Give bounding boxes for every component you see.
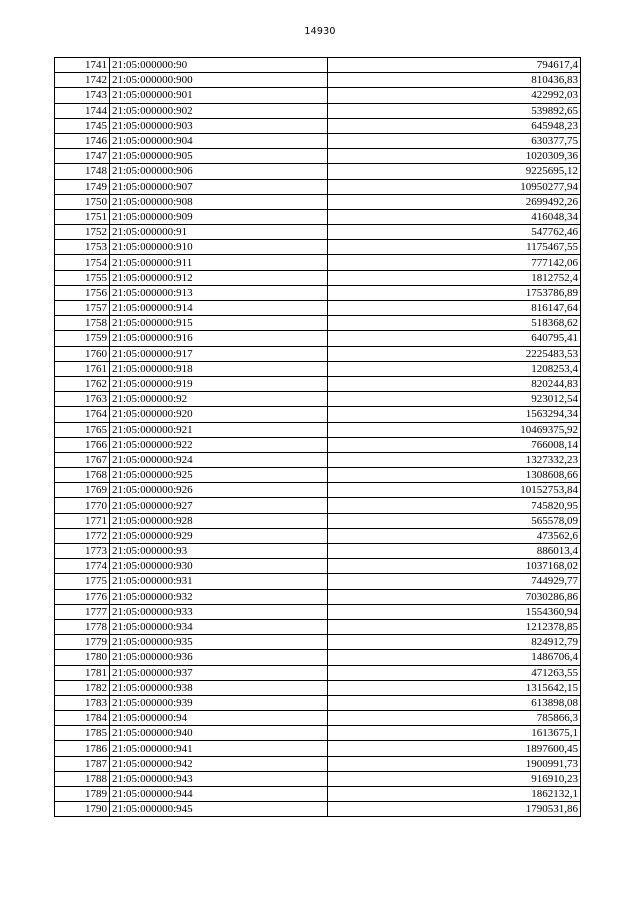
table-row xyxy=(55,422,581,437)
row-number-cell: 1763 xyxy=(55,392,110,407)
row-number-cell: 1765 xyxy=(55,422,110,437)
cadastral-value-cell: 10950277,94 xyxy=(328,179,581,194)
cadastral-value-cell: 785866,3 xyxy=(328,711,581,726)
table-row xyxy=(55,225,581,240)
cadastral-value-cell: 630377,75 xyxy=(328,133,581,148)
table-row xyxy=(55,680,581,695)
row-number-cell: 1756 xyxy=(55,285,110,300)
cadastral-value-cell: 923012,54 xyxy=(328,392,581,407)
cadastral-number-cell: 21:05:000000:909 xyxy=(110,209,328,224)
row-number-cell: 1755 xyxy=(55,270,110,285)
table-row xyxy=(55,468,581,483)
cadastral-value-cell: 2225483,53 xyxy=(328,346,581,361)
table-row xyxy=(55,301,581,316)
row-number-cell: 1772 xyxy=(55,528,110,543)
table-row xyxy=(55,741,581,756)
cadastral-value-cell: 1554360,94 xyxy=(328,604,581,619)
cadastral-number-cell: 21:05:000000:945 xyxy=(110,802,328,817)
cadastral-value-cell: 824912,79 xyxy=(328,635,581,650)
cadastral-value-cell: 1563294,34 xyxy=(328,407,581,422)
cadastral-value-cell: 416048,34 xyxy=(328,209,581,224)
row-number-cell: 1787 xyxy=(55,756,110,771)
cadastral-value-cell: 1753786,89 xyxy=(328,285,581,300)
table-row xyxy=(55,756,581,771)
cadastral-number-cell: 21:05:000000:915 xyxy=(110,316,328,331)
cadastral-number-cell: 21:05:000000:907 xyxy=(110,179,328,194)
row-number-cell: 1757 xyxy=(55,301,110,316)
cadastral-value-cell: 9225695,12 xyxy=(328,164,581,179)
cadastral-value-cell: 645948,23 xyxy=(328,118,581,133)
cadastral-value-cell: 422992,03 xyxy=(328,88,581,103)
row-number-cell: 1773 xyxy=(55,544,110,559)
row-number-cell: 1767 xyxy=(55,452,110,467)
table-row xyxy=(55,513,581,528)
table-row xyxy=(55,270,581,285)
cadastral-value-cell: 916910,23 xyxy=(328,771,581,786)
row-number-cell: 1766 xyxy=(55,437,110,452)
row-number-cell: 1784 xyxy=(55,711,110,726)
row-number-cell: 1752 xyxy=(55,225,110,240)
cadastral-value-cell: 766008,14 xyxy=(328,437,581,452)
row-number-cell: 1785 xyxy=(55,726,110,741)
cadastral-number-cell: 21:05:000000:905 xyxy=(110,149,328,164)
cadastral-value-cell: 1862132,1 xyxy=(328,787,581,802)
cadastral-value-cell: 1020309,36 xyxy=(328,149,581,164)
cadastral-value-cell: 1812752,4 xyxy=(328,270,581,285)
cadastral-number-cell: 21:05:000000:901 xyxy=(110,88,328,103)
cadastral-number-cell: 21:05:000000:914 xyxy=(110,301,328,316)
cadastral-number-cell: 21:05:000000:900 xyxy=(110,73,328,88)
cadastral-value-cell: 10152753,84 xyxy=(328,483,581,498)
table-row xyxy=(55,771,581,786)
row-number-cell: 1776 xyxy=(55,589,110,604)
cadastral-number-cell: 21:05:000000:92 xyxy=(110,392,328,407)
table-row xyxy=(55,802,581,817)
table-row xyxy=(55,316,581,331)
cadastral-value-cell: 816147,64 xyxy=(328,301,581,316)
cadastral-number-cell: 21:05:000000:926 xyxy=(110,483,328,498)
table-row xyxy=(55,103,581,118)
table-row xyxy=(55,726,581,741)
cadastral-value-cell: 2699492,26 xyxy=(328,194,581,209)
cadastral-value-cell: 1175467,55 xyxy=(328,240,581,255)
cadastral-value-cell: 1212378,85 xyxy=(328,619,581,634)
cadastral-value-cell: 1327332,23 xyxy=(328,452,581,467)
row-number-cell: 1789 xyxy=(55,787,110,802)
row-number-cell: 1749 xyxy=(55,179,110,194)
table-body xyxy=(55,58,581,817)
table-row xyxy=(55,437,581,452)
row-number-cell: 1790 xyxy=(55,802,110,817)
table-row xyxy=(55,118,581,133)
cadastral-value-cell: 473562,6 xyxy=(328,528,581,543)
row-number-cell: 1775 xyxy=(55,574,110,589)
table-row xyxy=(55,559,581,574)
table-row xyxy=(55,635,581,650)
row-number-cell: 1786 xyxy=(55,741,110,756)
cadastral-number-cell: 21:05:000000:940 xyxy=(110,726,328,741)
cadastral-number-cell: 21:05:000000:939 xyxy=(110,695,328,710)
cadastral-number-cell: 21:05:000000:912 xyxy=(110,270,328,285)
table-row xyxy=(55,695,581,710)
row-number-cell: 1771 xyxy=(55,513,110,528)
row-number-cell: 1782 xyxy=(55,680,110,695)
table-row xyxy=(55,650,581,665)
cadastral-number-cell: 21:05:000000:935 xyxy=(110,635,328,650)
cadastral-number-cell: 21:05:000000:944 xyxy=(110,787,328,802)
cadastral-number-cell: 21:05:000000:938 xyxy=(110,680,328,695)
table-row xyxy=(55,528,581,543)
row-number-cell: 1747 xyxy=(55,149,110,164)
table-row xyxy=(55,711,581,726)
row-number-cell: 1744 xyxy=(55,103,110,118)
cadastral-value-cell: 820244,83 xyxy=(328,376,581,391)
row-number-cell: 1780 xyxy=(55,650,110,665)
cadastral-number-cell: 21:05:000000:94 xyxy=(110,711,328,726)
cadastral-number-cell: 21:05:000000:936 xyxy=(110,650,328,665)
cadastral-number-cell: 21:05:000000:942 xyxy=(110,756,328,771)
cadastral-number-cell: 21:05:000000:930 xyxy=(110,559,328,574)
row-number-cell: 1777 xyxy=(55,604,110,619)
row-number-cell: 1761 xyxy=(55,361,110,376)
cadastral-number-cell: 21:05:000000:937 xyxy=(110,665,328,680)
row-number-cell: 1762 xyxy=(55,376,110,391)
row-number-cell: 1788 xyxy=(55,771,110,786)
cadastral-value-cell: 745820,95 xyxy=(328,498,581,513)
cadastral-value-cell: 1486706,4 xyxy=(328,650,581,665)
cadastral-number-cell: 21:05:000000:924 xyxy=(110,452,328,467)
cadastral-number-cell: 21:05:000000:931 xyxy=(110,574,328,589)
cadastral-number-cell: 21:05:000000:916 xyxy=(110,331,328,346)
row-number-cell: 1751 xyxy=(55,209,110,224)
table-row xyxy=(55,483,581,498)
cadastral-value-cell: 744929,77 xyxy=(328,574,581,589)
cadastral-number-cell: 21:05:000000:913 xyxy=(110,285,328,300)
cadastral-number-cell: 21:05:000000:911 xyxy=(110,255,328,270)
cadastral-value-cell: 565578,09 xyxy=(328,513,581,528)
cadastral-number-cell: 21:05:000000:918 xyxy=(110,361,328,376)
row-number-cell: 1760 xyxy=(55,346,110,361)
cadastral-value-table xyxy=(54,57,581,817)
cadastral-number-cell: 21:05:000000:903 xyxy=(110,118,328,133)
cadastral-value-cell: 7030286,86 xyxy=(328,589,581,604)
cadastral-number-cell: 21:05:000000:943 xyxy=(110,771,328,786)
row-number-cell: 1741 xyxy=(55,58,110,73)
table-row xyxy=(55,194,581,209)
cadastral-number-cell: 21:05:000000:925 xyxy=(110,468,328,483)
row-number-cell: 1750 xyxy=(55,194,110,209)
row-number-cell: 1781 xyxy=(55,665,110,680)
cadastral-number-cell: 21:05:000000:929 xyxy=(110,528,328,543)
cadastral-number-cell: 21:05:000000:910 xyxy=(110,240,328,255)
cadastral-value-cell: 547762,46 xyxy=(328,225,581,240)
row-number-cell: 1783 xyxy=(55,695,110,710)
page-number: 14930 xyxy=(304,26,336,37)
table-row xyxy=(55,452,581,467)
table-row xyxy=(55,240,581,255)
cadastral-number-cell: 21:05:000000:927 xyxy=(110,498,328,513)
table-row xyxy=(55,88,581,103)
table-row xyxy=(55,392,581,407)
table-row xyxy=(55,331,581,346)
cadastral-number-cell: 21:05:000000:934 xyxy=(110,619,328,634)
cadastral-value-cell: 1315642,15 xyxy=(328,680,581,695)
table-row xyxy=(55,407,581,422)
row-number-cell: 1779 xyxy=(55,635,110,650)
row-number-cell: 1746 xyxy=(55,133,110,148)
table-row xyxy=(55,255,581,270)
cadastral-number-cell: 21:05:000000:917 xyxy=(110,346,328,361)
table-row xyxy=(55,179,581,194)
cadastral-value-cell: 810436,83 xyxy=(328,73,581,88)
table-row xyxy=(55,73,581,88)
cadastral-value-cell: 1613675,1 xyxy=(328,726,581,741)
row-number-cell: 1778 xyxy=(55,619,110,634)
cadastral-number-cell: 21:05:000000:920 xyxy=(110,407,328,422)
cadastral-value-cell: 1900991,73 xyxy=(328,756,581,771)
table-row xyxy=(55,619,581,634)
cadastral-value-cell: 794617,4 xyxy=(328,58,581,73)
table-row xyxy=(55,376,581,391)
cadastral-number-cell: 21:05:000000:922 xyxy=(110,437,328,452)
table-row xyxy=(55,361,581,376)
cadastral-value-cell: 886013,4 xyxy=(328,544,581,559)
cadastral-number-cell: 21:05:000000:906 xyxy=(110,164,328,179)
table-row xyxy=(55,574,581,589)
row-number-cell: 1768 xyxy=(55,468,110,483)
cadastral-number-cell: 21:05:000000:904 xyxy=(110,133,328,148)
table-row xyxy=(55,604,581,619)
cadastral-value-cell: 613898,08 xyxy=(328,695,581,710)
table-row xyxy=(55,589,581,604)
row-number-cell: 1742 xyxy=(55,73,110,88)
row-number-cell: 1770 xyxy=(55,498,110,513)
row-number-cell: 1745 xyxy=(55,118,110,133)
cadastral-number-cell: 21:05:000000:908 xyxy=(110,194,328,209)
table-row xyxy=(55,164,581,179)
row-number-cell: 1769 xyxy=(55,483,110,498)
cadastral-number-cell: 21:05:000000:941 xyxy=(110,741,328,756)
cadastral-value-cell: 1790531,86 xyxy=(328,802,581,817)
table-row xyxy=(55,346,581,361)
table-row xyxy=(55,58,581,73)
cadastral-number-cell: 21:05:000000:919 xyxy=(110,376,328,391)
cadastral-number-cell: 21:05:000000:928 xyxy=(110,513,328,528)
cadastral-number-cell: 21:05:000000:93 xyxy=(110,544,328,559)
cadastral-number-cell: 21:05:000000:90 xyxy=(110,58,328,73)
cadastral-value-cell: 1308608,66 xyxy=(328,468,581,483)
table-row xyxy=(55,285,581,300)
cadastral-value-cell: 1897600,45 xyxy=(328,741,581,756)
cadastral-number-cell: 21:05:000000:921 xyxy=(110,422,328,437)
cadastral-number-cell: 21:05:000000:932 xyxy=(110,589,328,604)
table-row xyxy=(55,209,581,224)
cadastral-number-cell: 21:05:000000:902 xyxy=(110,103,328,118)
cadastral-value-cell: 518368,62 xyxy=(328,316,581,331)
table-row xyxy=(55,787,581,802)
cadastral-number-cell: 21:05:000000:933 xyxy=(110,604,328,619)
row-number-cell: 1753 xyxy=(55,240,110,255)
cadastral-number-cell: 21:05:000000:91 xyxy=(110,225,328,240)
row-number-cell: 1743 xyxy=(55,88,110,103)
row-number-cell: 1754 xyxy=(55,255,110,270)
cadastral-value-cell: 1037168,02 xyxy=(328,559,581,574)
row-number-cell: 1758 xyxy=(55,316,110,331)
table-row xyxy=(55,133,581,148)
cadastral-value-cell: 777142,06 xyxy=(328,255,581,270)
row-number-cell: 1764 xyxy=(55,407,110,422)
cadastral-value-cell: 640795,41 xyxy=(328,331,581,346)
table-row xyxy=(55,544,581,559)
table-row xyxy=(55,149,581,164)
row-number-cell: 1748 xyxy=(55,164,110,179)
table-row xyxy=(55,665,581,680)
row-number-cell: 1774 xyxy=(55,559,110,574)
cadastral-value-cell: 471263,55 xyxy=(328,665,581,680)
cadastral-value-cell: 10469375,92 xyxy=(328,422,581,437)
table-row xyxy=(55,498,581,513)
row-number-cell: 1759 xyxy=(55,331,110,346)
cadastral-value-cell: 539892,65 xyxy=(328,103,581,118)
cadastral-value-cell: 1208253,4 xyxy=(328,361,581,376)
